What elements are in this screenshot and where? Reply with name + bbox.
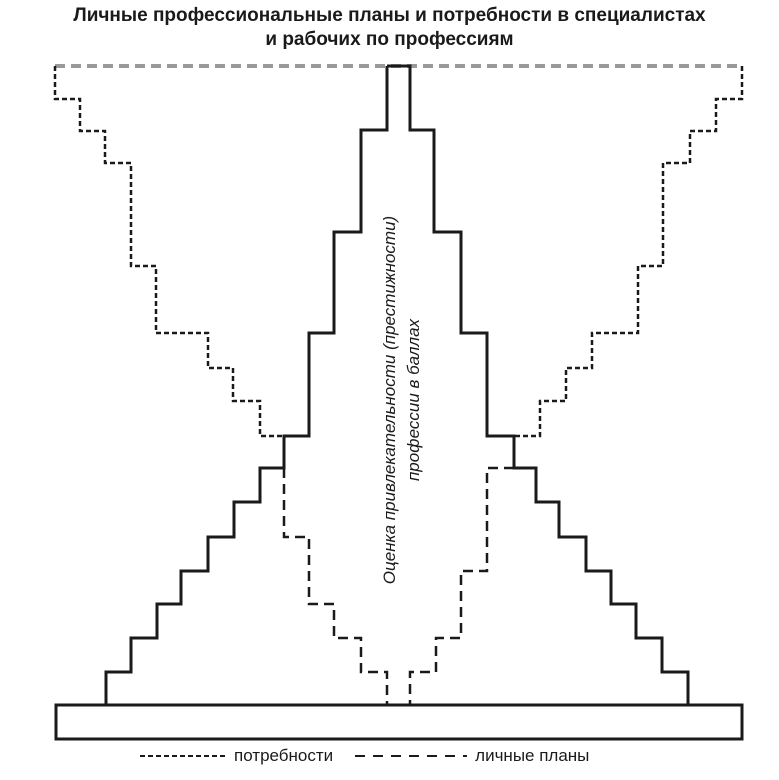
needs-stepped-line-left (55, 66, 284, 436)
needs-stepped-line-right (514, 66, 742, 436)
axis-label-line-2: профессии в баллах (404, 318, 423, 482)
legend-item-plans (355, 746, 589, 766)
legend-swatch-plans (355, 755, 467, 757)
prestige-stepped-line-left (106, 66, 387, 705)
plans-stepped-line-left (284, 468, 387, 705)
axis-label-line-1: Оценка привлекательности (престижности) (380, 215, 399, 585)
legend (140, 744, 611, 768)
legend-swatch-needs (140, 755, 226, 757)
title-line-2: и рабочих по профессиям (265, 29, 514, 50)
plans-stepped-line-right (410, 468, 514, 705)
legend-label-needs: потребности (234, 746, 334, 765)
legend-label-plans: личные планы (475, 746, 590, 765)
title-line-1: Личные профессиональные планы и потребности в специалистах (73, 5, 706, 26)
legend-item-needs (140, 746, 333, 766)
axis-label-group (380, 216, 423, 584)
prestige-stepped-line (387, 66, 688, 705)
base-rectangle (56, 705, 742, 739)
